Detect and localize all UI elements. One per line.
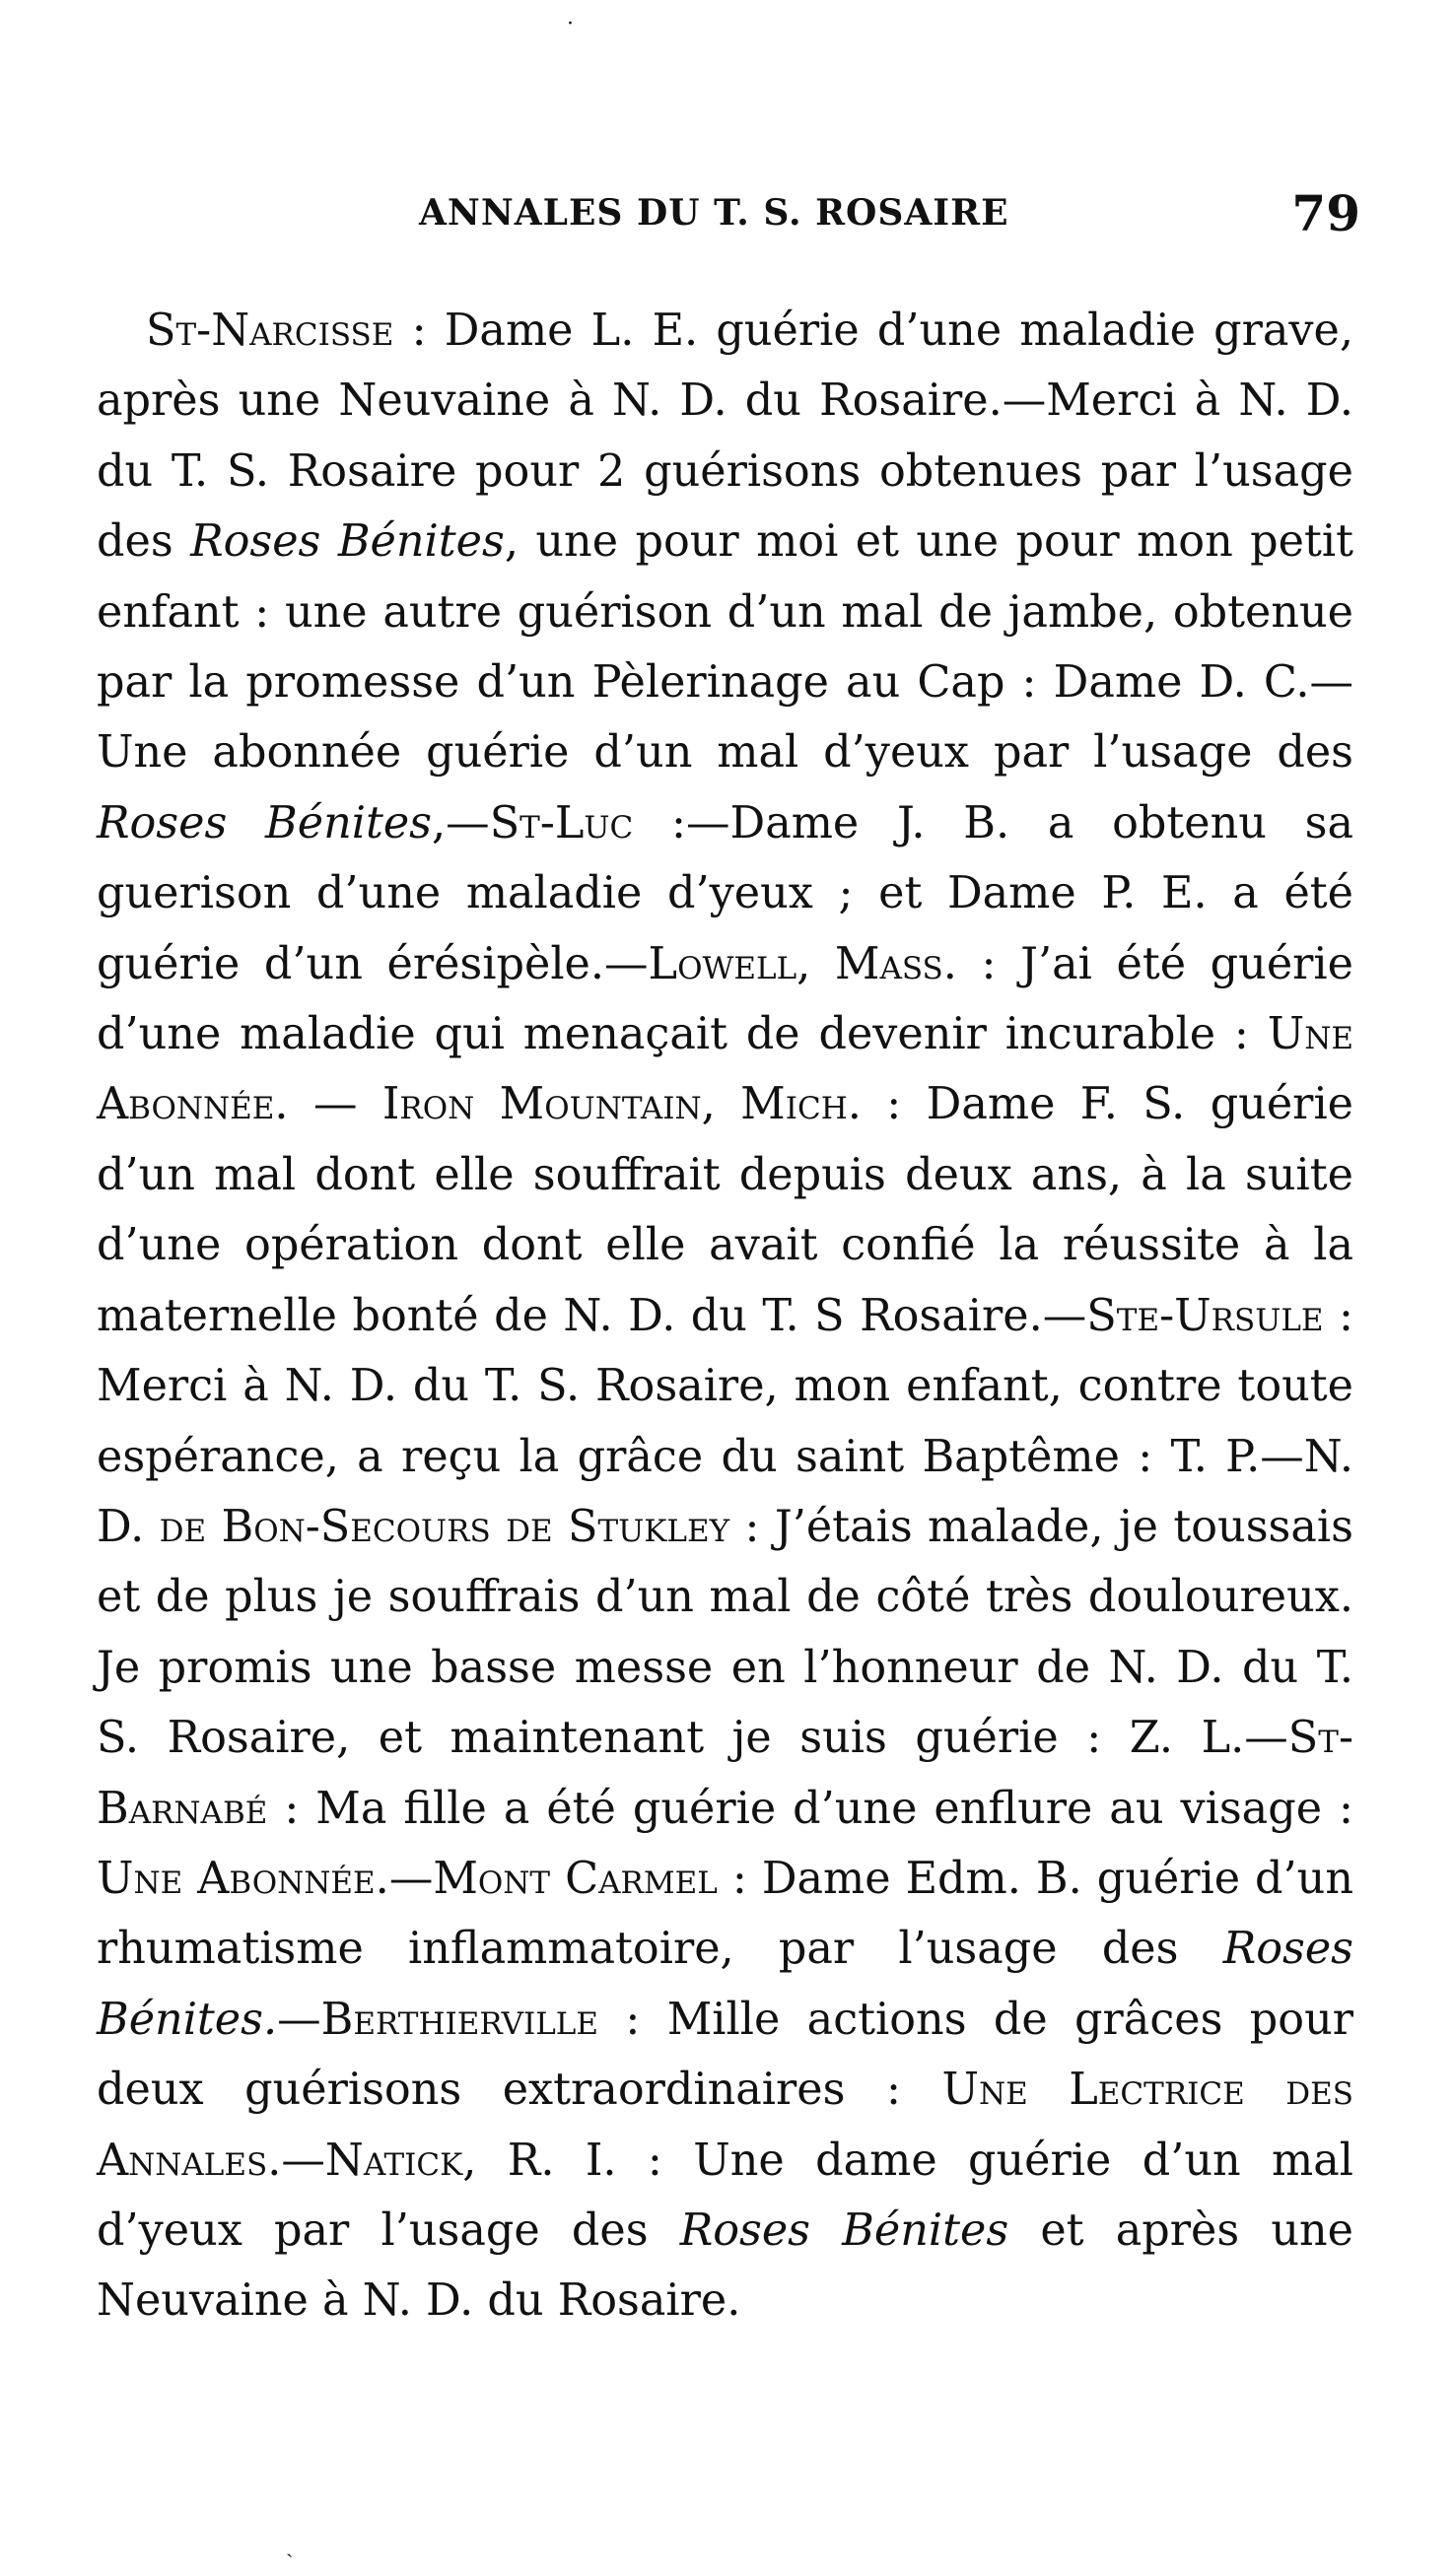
testimony-text: : Dame L. E. guérie d’une maladie grave, après une Neuvaine à N. D. du Rosaire.—Merci à N. D. du T. S. Rosaire pour 2 guérisons obtenues par l’usage des [97,305,1353,568]
place-name-iron-mountain: Iron Mountain, Mich. [381,1079,862,1130]
testimony-text: — [277,1994,321,2045]
place-name-bon-secours: de Bon-Secours de Stukley [159,1501,730,1552]
signature-une-abonnee: Une Abonnée. [97,1853,389,1904]
italic-roses-benites: Roses Bénites [190,516,505,568]
testimony-text: : Dame F. S. guérie d’un mal dont elle souffrait depuis deux ans, à la suite d’une opération dont elle avait confié la réussite à la maternelle bonté de N. D. du T. S Rosaire.— [97,1079,1354,1341]
testimony-text: : Mille actions de grâces pour deux guérisons extraordinaires : [97,1994,1353,2116]
italic-roses-benites: Roses Bénites [97,797,433,848]
testimony-text: , une pour moi et une pour mon petit enfant : une autre guérison d’un mal de jambe, obtenue par la promesse d’un Pèlerinage au Cap : Dame D. C.—Une abonnée guérie d’un mal d’yeux par l’usage des [97,516,1353,779]
italic-roses-benites: Roses Bénites. [97,1924,1353,2045]
testimony-text: : Ma fille a été guérie d’une enflure au visage : [267,1783,1353,1834]
testimony-text: — [388,1853,434,1904]
ink-speck-top: · [567,12,574,36]
place-name-st-barnabe: St-Barnabé [97,1713,1353,1834]
testimony-text: : Une dame guérie d’un mal d’yeux par l’usage des [97,2135,1353,2256]
place-name-st-narcisse: St-Narcisse [146,305,394,356]
body-paragraph [97,296,1353,2337]
testimony-text: ,— [432,797,490,848]
testimony-text: et après une Neuvaine à N. D. du Rosaire. [97,2204,1353,2327]
testimony-text: : J’ai été guérie d’une maladie qui menaçait de devenir incurable : [97,938,1353,1060]
signature-une-lectrice: Une Lectrice des Annales. [97,2065,1353,2186]
place-name-st-luc: St-Luc [489,797,634,848]
place-name-lowell: Lowell, Mass. [648,938,957,989]
place-name-mont-carmel: Mont Carmel [433,1853,718,1904]
page-number: 79 [1291,184,1360,242]
testimony-text: :—Dame J. B. a obtenu sa guerison d’une maladie d’yeux ; et Dame P. E. a été guérie d’un érésipèle.— [97,797,1353,989]
place-name-natick: Natick, R. I. [324,2135,617,2186]
testimony-text: — [288,1079,382,1130]
italic-roses-benites: Roses Bénites [679,2204,1009,2256]
ink-speck-bottom: ˎ [286,2534,294,2558]
running-header [94,184,1360,251]
testimony-text: — [281,2135,325,2186]
place-name-berthierville: Berthierville [320,1994,599,2045]
place-name-ste-ursule: Ste-Ursule [1086,1290,1324,1341]
running-title: ANNALES DU T. S. ROSAIRE [419,192,1009,234]
signature-une-abonnee: Une Abonnée. [97,1009,1353,1130]
testimony-text: : Merci à N. D. du T. S. Rosaire, mon enfant, contre toute espérance, a reçu la grâce du saint Baptême : T. P.—N. D. [97,1290,1353,1552]
testimony-text: : J’étais malade, je toussais et de plus je souffrais d’un mal de côté très douloureux. Je promis une basse messe en l’honneur de N. D. du T. S. Rosaire, et maintenant je suis guérie : Z. L.— [97,1501,1353,1764]
testimony-text: : Dame Edm. B. guérie d’un rhumatisme inflammatoire, par l’usage des [97,1853,1353,1975]
